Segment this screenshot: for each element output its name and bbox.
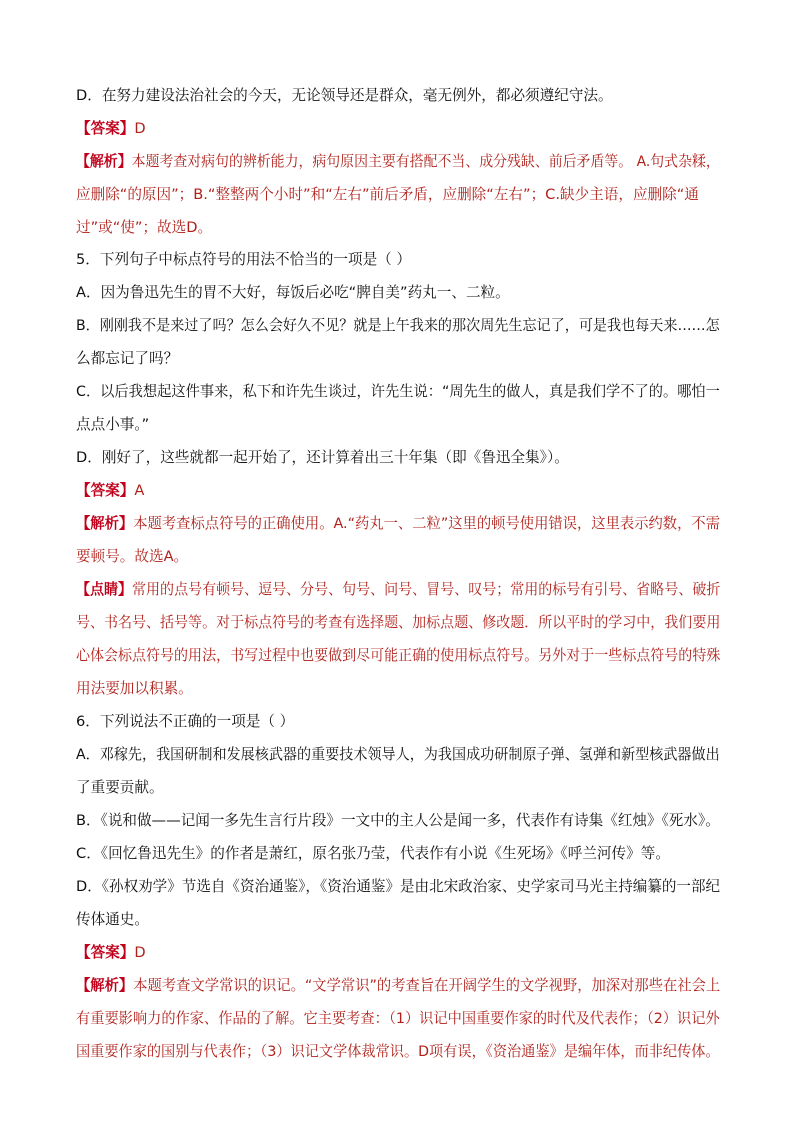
answer-line (76, 475, 144, 508)
question-text-line: D．在努力建设法治社会的今天，无论领导还是群众，毫无例外，都必须遵纪守法。 (76, 87, 613, 104)
answer-value: D (134, 944, 146, 961)
question-text-line: 6．下列说法不正确的一项是（ ） (76, 713, 295, 730)
analysis-text: 本题考查标点符号的正确使用。A.“药丸一、二粒”这里的顿号使用错误，这里表示约数，不需 (133, 515, 721, 532)
question-text-line: C．以后我想起这件事来，私下和许先生谈过，许先生说：“周先生的做人，真是我们学不了的。哪怕一 (76, 383, 720, 400)
question-text-line: A．邓稼先，我国研制和发展核武器的重要技术领导人，为我国成功研制原子弹、氢弹和新型核武器做出 (76, 746, 720, 763)
analysis-tag: 【解析】 (76, 977, 134, 994)
question-text-line: B．《说和做——记闻一多先生言行片段》一文中的主人公是闻一多，代表作有诗集《红烛》《死水》。 (76, 812, 720, 829)
question-text-line: 传体通史。 (76, 911, 149, 928)
analysis-tag: 【解析】 (76, 515, 134, 532)
answer-value: D (134, 120, 146, 137)
analysis-text-continued: 用法要加以积累。 (76, 680, 193, 697)
analysis-tag: 【解析】 (76, 153, 132, 170)
question-text-line: D．《孙权劝学》节选自《资治通鉴》，《资治通鉴》是由北宋政治家、史学家司马光主持编纂的一部纪 (76, 878, 721, 895)
answer-tag: 【答案】 (76, 120, 135, 137)
analysis-text-continued: 心体会标点符号的用法，书写过程中也要做到尽可能正确的使用标点符号。另外对于一些标点符号的特殊 (76, 647, 721, 664)
question-text-line: D．刚好了，这些就都一起开始了，还计算着出三十年集（即《鲁迅全集》）。 (76, 449, 569, 466)
answer-tag: 【答案】 (76, 944, 135, 961)
answer-line (76, 113, 146, 146)
analysis-text: 本题考查对病句的辨析能力，病句原因主要有搭配不当、成分残缺、前后矛盾等。 A.句式杂糅， (131, 153, 720, 170)
analysis-text-continued: 过”或“使”；故选D。 (76, 219, 213, 236)
question-text-line: B．刚刚我不是来过了吗？怎么会好久不见？就是上午我来的那次周先生忘记了，可是我也每天来……怎 (76, 317, 720, 334)
analysis-text: 常用的点号有顿号、逗号、分号、句号、问号、冒号、叹号；常用的标号有引号、省略号、破折 (132, 581, 721, 598)
answer-tag: 【答案】 (76, 482, 135, 499)
analysis-line (76, 970, 720, 1003)
analysis-tag: 【点睛】 (76, 581, 133, 598)
analysis-line (76, 574, 720, 607)
question-text-line: C．《回忆鲁迅先生》的作者是萧红，原名张乃莹，代表作有小说《生死场》《呼兰河传》等。 (76, 845, 670, 862)
analysis-text-continued: 应删除“的原因”；B.“整整两个小时”和“左右”前后矛盾，应删除“左右”；C.缺少主语，应删除“通 (76, 186, 699, 203)
answer-line (76, 937, 146, 970)
answer-value: A (134, 482, 145, 499)
question-text-line: A．因为鲁迅先生的胃不大好，每饭后必吃“脾自美”药丸一、二粒。 (76, 284, 510, 301)
analysis-line (76, 146, 720, 179)
analysis-text-continued: 号、书名号、括号等。对于标点符号的考查有选择题、加标点题、修改题．所以平时的学习中，我们要用 (76, 614, 721, 631)
analysis-line (76, 508, 720, 541)
question-text-line: 点点小事。” (76, 416, 150, 433)
analysis-text-continued: 国重要作家的国别与代表作；（3）识记文学体裁常识。D项有误，《资治通鉴》是编年体，而非纪传体。 (76, 1043, 720, 1060)
analysis-text-continued: 有重要影响力的作家、作品的了解。它主要考查：（1）识记中国重要作家的时代及代表作；（2）识记外 (76, 1010, 720, 1027)
analysis-text: 本题考查文学常识的识记。“文学常识”的考查旨在开阔学生的文学视野，加深对那些在社会上 (133, 977, 721, 994)
analysis-text-continued: 要顿号。故选A。 (76, 548, 189, 565)
question-text-line: 5．下列句子中标点符号的用法不恰当的一项是（ ） (76, 251, 411, 268)
question-text-line: 了重要贡献。 (76, 779, 164, 796)
question-text-line: 么都忘记了吗？ (76, 350, 179, 367)
